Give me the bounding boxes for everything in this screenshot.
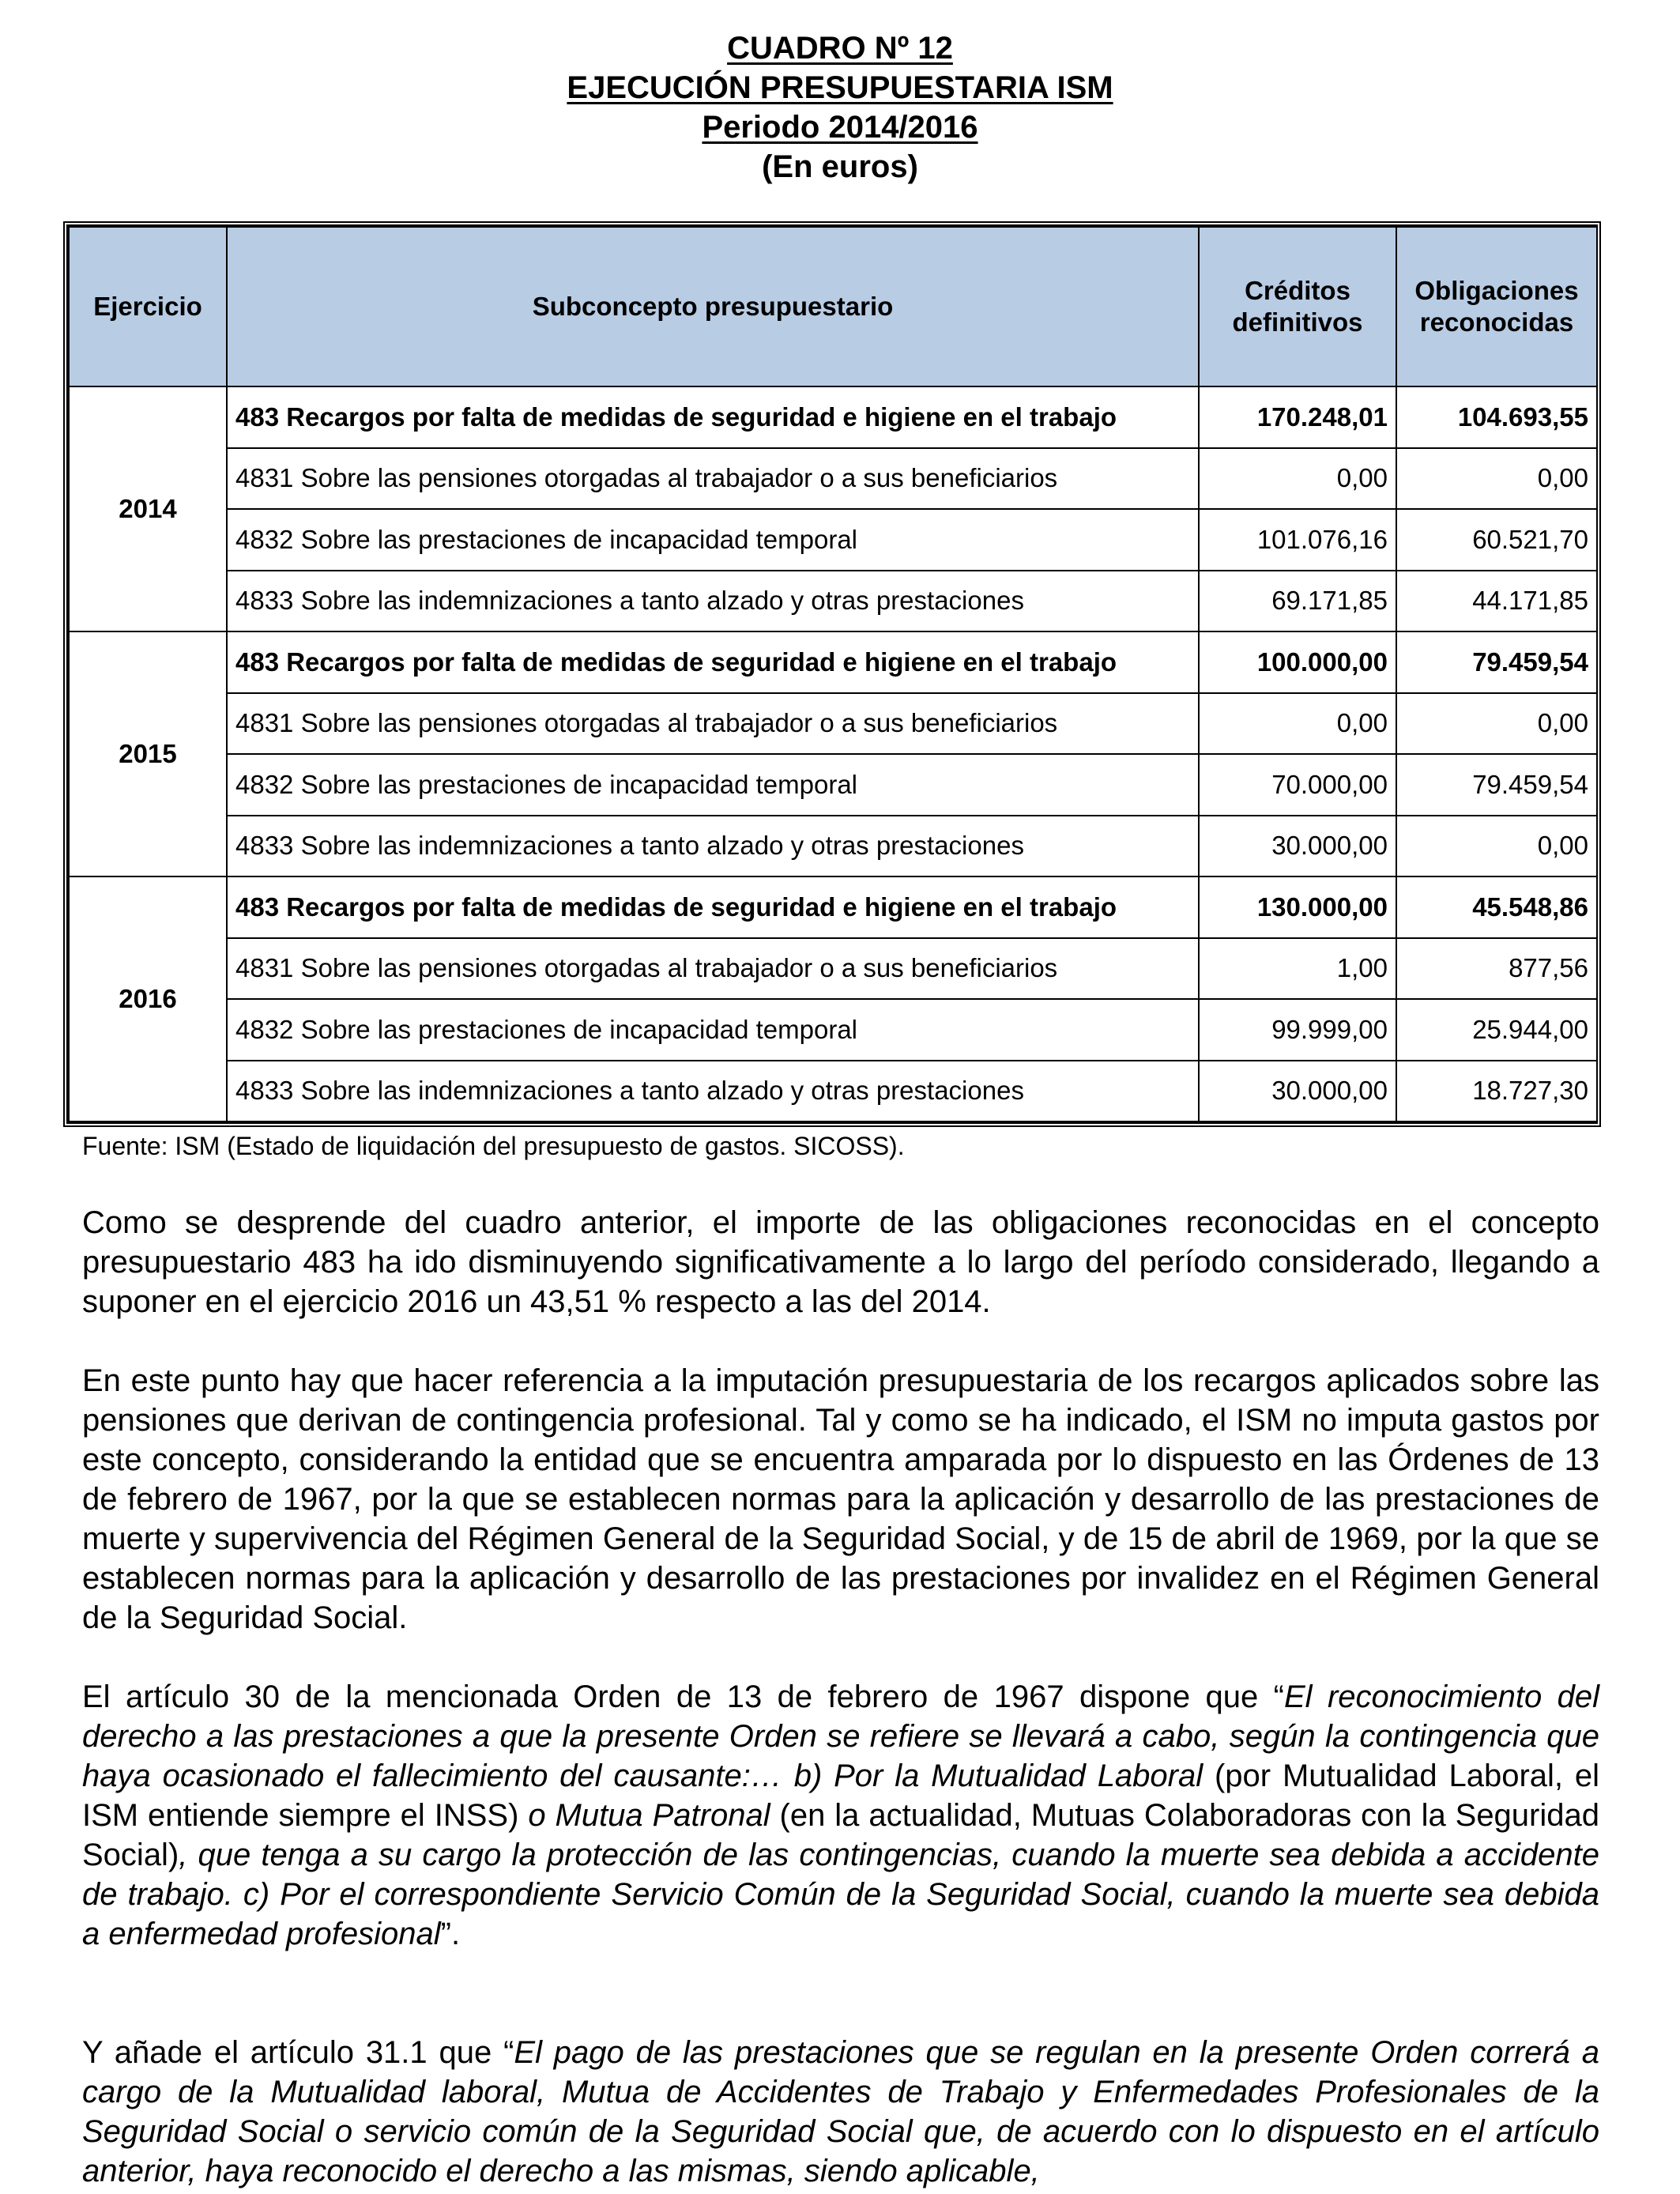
- creditos-cell: 101.076,16: [1199, 509, 1396, 571]
- paragraph-2: En este punto hay que hacer referencia a la imputación presupuestaria de los recargos aplicados sobre las pensiones que derivan de contingencia profesional. Tal y como se ha indicado, el ISM no imputa gastos por este concepto, considerando la entidad que se encuentra amparada por lo dispuesto en las Órdenes de 13 de febrero de 1967, por la que se establecen normas para la aplicación y desarrollo de las prestaciones de muerte y supervivencia del Régimen General de la Seguridad Social, y de 15 de abril de 1969, por la que se establecen normas para la aplicación y desarrollo de las prestaciones por invalidez en el Régimen General de la Seguridad Social.: [82, 1363, 1599, 1635]
- paragraph-3-text-e: (en la actualidad, Mutuas Colaboradoras con la Seguridad Social): [82, 1798, 1599, 1872]
- paragraph-3: [82, 1677, 1599, 1954]
- obligaciones-cell: 0,00: [1396, 816, 1597, 877]
- document-title: [0, 28, 1680, 187]
- table-row: [69, 509, 1597, 571]
- table-row: [69, 938, 1597, 1000]
- table-row: [69, 876, 1597, 938]
- column-header-obligaciones: [1396, 227, 1597, 386]
- title-line-2: EJECUCIÓN PRESUPUESTARIA ISM: [567, 70, 1113, 105]
- creditos-cell: 0,00: [1199, 448, 1396, 510]
- paragraph-3-quote-f: , que tenga a su cargo la protección de las contingencias, cuando la muerte sea debida a accidente de trabajo. c) Por el correspondiente Servicio Común de la Seguridad Social, cuando la muerte sea debida a enfermedad profesional: [82, 1838, 1599, 1951]
- paragraph-4-quote-b: El pago de las prestaciones que se regulan en la presente Orden correrá a cargo de la Mutualidad laboral, Mutua de Accidentes de Trabajo y Enfermedades Profesionales de la Seguridad Social o servicio común de la Seguridad Social que, de acuerdo con lo dispuesto en el artículo anterior, haya reconocido el derecho a las mismas, siendo aplicable,: [82, 2035, 1599, 2188]
- year-cell: 2014: [69, 386, 227, 631]
- table-row: [69, 816, 1597, 877]
- obligaciones-cell: 45.548,86: [1396, 876, 1597, 938]
- obligaciones-cell: 0,00: [1396, 448, 1597, 510]
- paragraph-3-text-g: ”.: [440, 1917, 461, 1951]
- obligaciones-cell: 18.727,30: [1396, 1061, 1597, 1122]
- table-row: [69, 571, 1597, 632]
- paragraph-3-text-a: El artículo 30 de la mencionada Orden de 13 de febrero de 1967 dispone que “: [82, 1679, 1284, 1714]
- concept-cell: 483 Recargos por falta de medidas de seguridad e higiene en el trabajo: [227, 876, 1199, 938]
- creditos-cell: 1,00: [1199, 938, 1396, 1000]
- budget-table: [68, 226, 1598, 1122]
- budget-table-frame: [63, 221, 1601, 1127]
- table-row: [69, 999, 1597, 1061]
- obligaciones-cell: 25.944,00: [1396, 999, 1597, 1061]
- concept-cell: 483 Recargos por falta de medidas de seguridad e higiene en el trabajo: [227, 631, 1199, 693]
- creditos-cell: 130.000,00: [1199, 876, 1396, 938]
- table-row: [69, 693, 1597, 755]
- concept-cell: 4832 Sobre las prestaciones de incapacidad temporal: [227, 999, 1199, 1061]
- paragraph-1: Como se desprende del cuadro anterior, el importe de las obligaciones reconocidas en el concepto presupuestario 483 ha ido disminuyendo significativamente a lo largo del período considerado, llegando a suponer en el ejercicio 2016 un 43,51 % respecto a las del 2014.: [82, 1205, 1599, 1319]
- table-header-row: [69, 227, 1597, 386]
- title-line-1: CUADRO Nº 12: [727, 31, 953, 66]
- table-row: [69, 448, 1597, 510]
- column-header-creditos: [1199, 227, 1396, 386]
- concept-cell: 4833 Sobre las indemnizaciones a tanto alzado y otras prestaciones: [227, 1061, 1199, 1122]
- paragraph-3-quote-d: o Mutua Patronal: [528, 1798, 770, 1833]
- creditos-cell: 69.171,85: [1199, 571, 1396, 632]
- year-cell: 2016: [69, 876, 227, 1122]
- paragraph-3-text-c: (por Mutualidad Laboral, el ISM entiende siempre el INSS): [82, 1759, 1600, 1833]
- table-source-note: Fuente: ISM (Estado de liquidación del presupuesto de gastos. SICOSS).: [82, 1132, 905, 1160]
- paragraph-4: [82, 2033, 1599, 2191]
- obligaciones-cell: 0,00: [1396, 693, 1597, 755]
- column-header-ejercicio: Ejercicio: [69, 227, 227, 386]
- paragraph-3-quote-b: El reconocimiento del derecho a las prestaciones a que la presente Orden se refiere se llevará a cabo, según la contingencia que haya ocasionado el fallecimiento del causante:… b) Por la Mutualidad Laboral: [82, 1679, 1599, 1793]
- table-row: [69, 1061, 1597, 1122]
- creditos-cell: 70.000,00: [1199, 754, 1396, 816]
- column-header-obligaciones-line2: reconocidas: [1419, 307, 1574, 337]
- concept-cell: 4833 Sobre las indemnizaciones a tanto alzado y otras prestaciones: [227, 571, 1199, 632]
- title-line-3: Periodo 2014/2016: [702, 110, 978, 145]
- concept-cell: 4833 Sobre las indemnizaciones a tanto alzado y otras prestaciones: [227, 816, 1199, 877]
- obligaciones-cell: 79.459,54: [1396, 754, 1597, 816]
- creditos-cell: 30.000,00: [1199, 1061, 1396, 1122]
- creditos-cell: 170.248,01: [1199, 386, 1396, 448]
- obligaciones-cell: 877,56: [1396, 938, 1597, 1000]
- title-line-4: (En euros): [762, 149, 918, 184]
- creditos-cell: 0,00: [1199, 693, 1396, 755]
- column-header-creditos-line2: definitivos: [1232, 307, 1363, 337]
- creditos-cell: 100.000,00: [1199, 631, 1396, 693]
- concept-cell: 4832 Sobre las prestaciones de incapacidad temporal: [227, 509, 1199, 571]
- concept-cell: 4831 Sobre las pensiones otorgadas al trabajador o a sus beneficiarios: [227, 693, 1199, 755]
- column-header-creditos-line1: Créditos: [1245, 276, 1350, 305]
- obligaciones-cell: 79.459,54: [1396, 631, 1597, 693]
- concept-cell: 4832 Sobre las prestaciones de incapacidad temporal: [227, 754, 1199, 816]
- table-row: [69, 631, 1597, 693]
- obligaciones-cell: 104.693,55: [1396, 386, 1597, 448]
- year-cell: 2015: [69, 631, 227, 876]
- creditos-cell: 99.999,00: [1199, 999, 1396, 1061]
- concept-cell: 483 Recargos por falta de medidas de seguridad e higiene en el trabajo: [227, 386, 1199, 448]
- paragraph-4-text-a: Y añade el artículo 31.1 que “: [82, 2035, 514, 2070]
- concept-cell: 4831 Sobre las pensiones otorgadas al trabajador o a sus beneficiarios: [227, 938, 1199, 1000]
- concept-cell: 4831 Sobre las pensiones otorgadas al trabajador o a sus beneficiarios: [227, 448, 1199, 510]
- table-row: [69, 386, 1597, 448]
- table-row: [69, 754, 1597, 816]
- column-header-subconcepto: Subconcepto presupuestario: [227, 227, 1199, 386]
- obligaciones-cell: 44.171,85: [1396, 571, 1597, 632]
- obligaciones-cell: 60.521,70: [1396, 509, 1597, 571]
- column-header-obligaciones-line1: Obligaciones: [1414, 276, 1579, 305]
- creditos-cell: 30.000,00: [1199, 816, 1396, 877]
